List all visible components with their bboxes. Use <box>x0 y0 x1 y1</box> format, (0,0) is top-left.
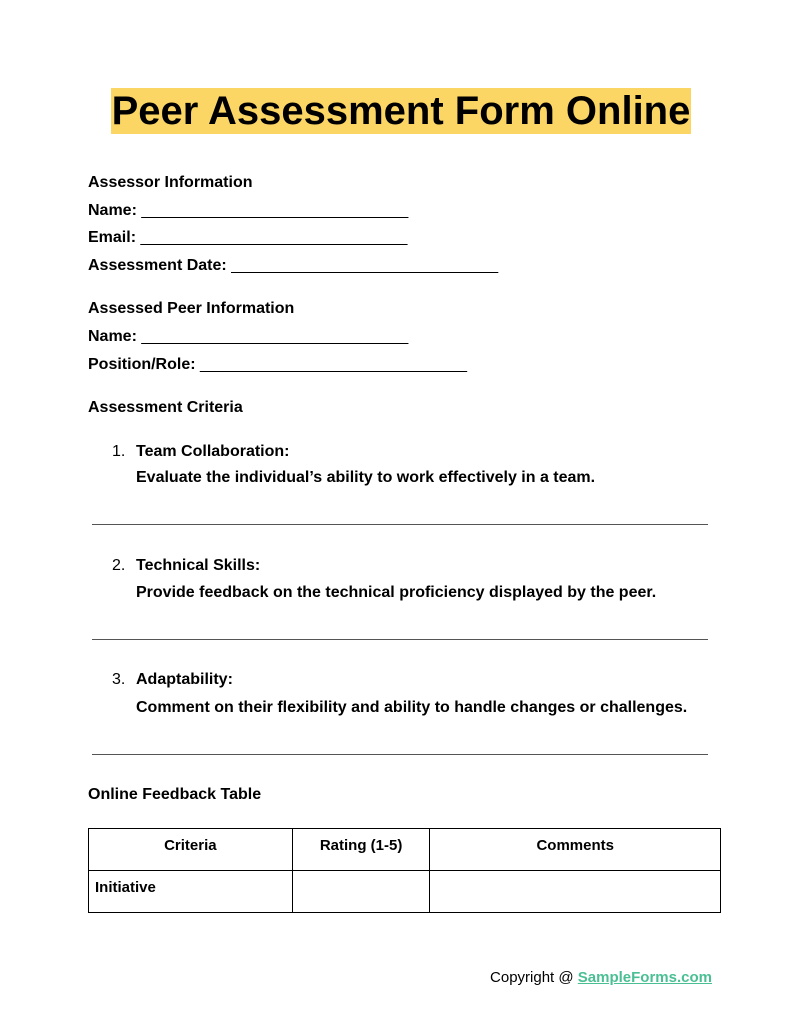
peer-name-row[interactable] <box>88 327 408 347</box>
column-header-comments: Comments <box>430 829 721 871</box>
copyright-footer <box>490 969 712 986</box>
assessment-date-blank[interactable]: ______________________________ <box>231 257 499 274</box>
cell-criteria: Initiative <box>89 871 293 913</box>
table-row <box>89 871 721 913</box>
assessor-name-row[interactable] <box>88 201 408 221</box>
criteria-title: Technical Skills: <box>136 557 261 574</box>
page-title: Peer Assessment Form Online <box>111 89 691 133</box>
criteria-description: Provide feedback on the technical proficiency displayed by the peer. <box>136 584 657 601</box>
cell-comments[interactable] <box>430 871 721 913</box>
criteria-heading: Assessment Criteria <box>88 399 243 416</box>
criteria-number: 1. <box>112 443 126 460</box>
peer-name-blank[interactable]: ______________________________ <box>141 328 409 345</box>
assessment-date-label: Assessment Date: <box>88 257 227 274</box>
assessor-name-label: Name: <box>88 202 137 219</box>
peer-role-row[interactable] <box>88 355 467 375</box>
assessor-email-label: Email: <box>88 229 137 246</box>
response-line[interactable] <box>92 639 708 640</box>
table-heading: Online Feedback Table <box>88 786 262 803</box>
cell-rating[interactable] <box>292 871 430 913</box>
peer-heading: Assessed Peer Information <box>88 300 295 317</box>
response-line[interactable] <box>92 524 708 525</box>
feedback-table <box>88 828 721 913</box>
copyright-prefix: Copyright @ <box>490 969 578 986</box>
criteria-description: Comment on their flexibility and ability to handle changes or challenges. <box>136 699 688 716</box>
column-header-rating: Rating (1-5) <box>292 829 430 871</box>
criteria-description: Evaluate the individual’s ability to work effectively in a team. <box>136 469 596 486</box>
response-line[interactable] <box>92 754 708 755</box>
peer-role-label: Position/Role: <box>88 356 196 373</box>
assessor-heading: Assessor Information <box>88 174 253 191</box>
criteria-number: 3. <box>112 671 126 688</box>
peer-role-blank[interactable]: ______________________________ <box>200 356 467 373</box>
criteria-title: Team Collaboration: <box>136 443 290 460</box>
assessor-name-blank[interactable]: ______________________________ <box>141 202 409 219</box>
criteria-number: 2. <box>112 557 126 574</box>
table-header-row <box>89 829 721 871</box>
criteria-title: Adaptability: <box>136 671 233 688</box>
assessment-date-row[interactable] <box>88 256 498 276</box>
assessor-email-blank[interactable]: ______________________________ <box>140 229 408 246</box>
brand-link[interactable]: SampleForms.com <box>577 969 712 986</box>
column-header-criteria: Criteria <box>89 829 293 871</box>
assessor-email-row[interactable] <box>88 228 407 248</box>
peer-name-label: Name: <box>88 328 137 345</box>
